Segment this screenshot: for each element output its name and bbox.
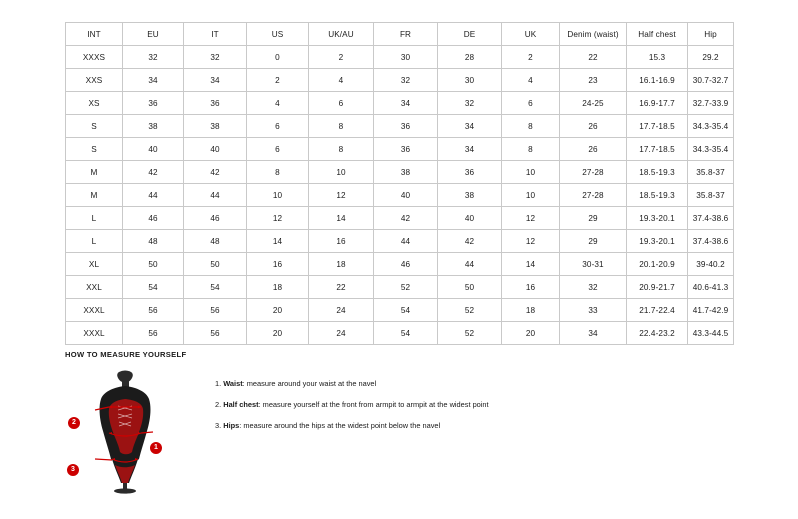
cell-uk: 18 (502, 299, 560, 322)
cell-uk: 10 (502, 184, 560, 207)
cell-uk: 4 (502, 69, 560, 92)
cell-de: 42 (438, 230, 502, 253)
column-header-half-chest: Half chest (627, 23, 688, 46)
table-row (66, 69, 734, 92)
cell-int: XXXL (66, 299, 123, 322)
table-row (66, 46, 734, 69)
column-header-eu: EU (123, 23, 184, 46)
cell-fr: 54 (374, 299, 438, 322)
cell-uk-au: 14 (309, 207, 374, 230)
cell-eu: 42 (123, 161, 184, 184)
cell-int: S (66, 115, 123, 138)
cell-de: 28 (438, 46, 502, 69)
cell-fr: 34 (374, 92, 438, 115)
table-row (66, 161, 734, 184)
cell-hip: 37.4-38.6 (688, 230, 734, 253)
cell-it: 36 (184, 92, 247, 115)
cell-fr: 52 (374, 276, 438, 299)
cell-hip: 41.7-42.9 (688, 299, 734, 322)
cell-it: 40 (184, 138, 247, 161)
cell-hip: 32.7-33.9 (688, 92, 734, 115)
table-row (66, 138, 734, 161)
cell-denim-waist: 29 (560, 207, 627, 230)
column-header-fr: FR (374, 23, 438, 46)
cell-uk: 12 (502, 230, 560, 253)
cell-eu: 56 (123, 299, 184, 322)
table-header-row (66, 23, 734, 46)
size-chart-table (65, 22, 734, 345)
cell-fr: 44 (374, 230, 438, 253)
cell-eu: 38 (123, 115, 184, 138)
cell-denim-waist: 32 (560, 276, 627, 299)
cell-half-chest: 20.9-21.7 (627, 276, 688, 299)
cell-half-chest: 18.5-19.3 (627, 184, 688, 207)
cell-uk-au: 18 (309, 253, 374, 276)
cell-denim-waist: 26 (560, 138, 627, 161)
cell-de: 52 (438, 299, 502, 322)
cell-half-chest: 21.7-22.4 (627, 299, 688, 322)
cell-hip: 34.3-35.4 (688, 138, 734, 161)
cell-denim-waist: 23 (560, 69, 627, 92)
cell-fr: 54 (374, 322, 438, 345)
step-text: : measure around your waist at the navel (242, 379, 377, 388)
cell-de: 40 (438, 207, 502, 230)
cell-int: M (66, 184, 123, 207)
cell-hip: 29.2 (688, 46, 734, 69)
cell-fr: 42 (374, 207, 438, 230)
cell-int: XXS (66, 69, 123, 92)
measure-step-hips (215, 421, 489, 431)
cell-uk: 20 (502, 322, 560, 345)
column-header-it: IT (184, 23, 247, 46)
column-header-de: DE (438, 23, 502, 46)
cell-int: S (66, 138, 123, 161)
cell-fr: 36 (374, 138, 438, 161)
cell-hip: 39-40.2 (688, 253, 734, 276)
cell-it: 50 (184, 253, 247, 276)
step-term: Hips (223, 420, 240, 430)
cell-half-chest: 20.1-20.9 (627, 253, 688, 276)
column-header-denim-waist: Denim (waist) (560, 23, 627, 46)
cell-int: XS (66, 92, 123, 115)
cell-denim-waist: 26 (560, 115, 627, 138)
how-to-measure-body (65, 369, 735, 499)
step-text: : measure yourself at the front from armpit to armpit at the widest point (258, 399, 489, 409)
measure-steps-list (215, 379, 489, 442)
cell-int: L (66, 207, 123, 230)
cell-eu: 34 (123, 69, 184, 92)
cell-de: 38 (438, 184, 502, 207)
cell-half-chest: 17.7-18.5 (627, 138, 688, 161)
cell-half-chest: 18.5-19.3 (627, 161, 688, 184)
cell-uk-au: 24 (309, 322, 374, 345)
cell-uk: 8 (502, 115, 560, 138)
cell-hip: 37.4-38.6 (688, 207, 734, 230)
cell-uk: 6 (502, 92, 560, 115)
cell-eu: 46 (123, 207, 184, 230)
table-row (66, 184, 734, 207)
column-header-uk: UK (502, 23, 560, 46)
step-term: Half chest (223, 399, 259, 409)
cell-us: 6 (247, 138, 309, 161)
cell-fr: 36 (374, 115, 438, 138)
cell-hip: 43.3-44.5 (688, 322, 734, 345)
table-row (66, 299, 734, 322)
cell-half-chest: 19.3-20.1 (627, 207, 688, 230)
cell-denim-waist: 22 (560, 46, 627, 69)
cell-half-chest: 19.3-20.1 (627, 230, 688, 253)
cell-us: 4 (247, 92, 309, 115)
cell-de: 32 (438, 92, 502, 115)
cell-it: 34 (184, 69, 247, 92)
cell-eu: 48 (123, 230, 184, 253)
measure-badge-1: 1 (150, 442, 162, 454)
cell-uk: 14 (502, 253, 560, 276)
cell-uk: 16 (502, 276, 560, 299)
cell-it: 46 (184, 207, 247, 230)
mannequin-diagram (65, 369, 185, 499)
cell-half-chest: 22.4-23.2 (627, 322, 688, 345)
measure-step-waist (215, 379, 489, 389)
cell-hip: 30.7-32.7 (688, 69, 734, 92)
cell-us: 14 (247, 230, 309, 253)
column-header-us: US (247, 23, 309, 46)
cell-uk-au: 8 (309, 115, 374, 138)
cell-denim-waist: 30-31 (560, 253, 627, 276)
cell-fr: 30 (374, 46, 438, 69)
cell-de: 50 (438, 276, 502, 299)
cell-half-chest: 16.1-16.9 (627, 69, 688, 92)
cell-eu: 54 (123, 276, 184, 299)
cell-int: M (66, 161, 123, 184)
measure-badge-3: 3 (67, 464, 79, 476)
cell-uk-au: 16 (309, 230, 374, 253)
table-row (66, 322, 734, 345)
table-row (66, 92, 734, 115)
cell-hip: 34.3-35.4 (688, 115, 734, 138)
cell-it: 54 (184, 276, 247, 299)
cell-eu: 40 (123, 138, 184, 161)
cell-uk-au: 8 (309, 138, 374, 161)
cell-int: L (66, 230, 123, 253)
cell-uk: 12 (502, 207, 560, 230)
cell-de: 44 (438, 253, 502, 276)
cell-uk-au: 6 (309, 92, 374, 115)
step-number: 2. (215, 399, 222, 409)
cell-us: 0 (247, 46, 309, 69)
cell-fr: 38 (374, 161, 438, 184)
table-row (66, 253, 734, 276)
column-header-int: INT (66, 23, 123, 46)
cell-us: 20 (247, 322, 309, 345)
cell-denim-waist: 27-28 (560, 161, 627, 184)
cell-de: 30 (438, 69, 502, 92)
table-row (66, 276, 734, 299)
size-chart-container (65, 22, 733, 345)
step-text: : measure around the hips at the widest point below the navel (239, 420, 441, 430)
how-to-measure-section (65, 350, 735, 499)
table-row (66, 230, 734, 253)
cell-uk: 2 (502, 46, 560, 69)
step-number: 1. (215, 379, 222, 388)
cell-us: 16 (247, 253, 309, 276)
cell-uk-au: 10 (309, 161, 374, 184)
cell-us: 20 (247, 299, 309, 322)
cell-us: 12 (247, 207, 309, 230)
step-number: 3. (215, 420, 222, 430)
cell-uk: 8 (502, 138, 560, 161)
cell-denim-waist: 27-28 (560, 184, 627, 207)
cell-us: 6 (247, 115, 309, 138)
cell-us: 8 (247, 161, 309, 184)
cell-int: XL (66, 253, 123, 276)
cell-denim-waist: 24-25 (560, 92, 627, 115)
table-row (66, 207, 734, 230)
cell-fr: 40 (374, 184, 438, 207)
cell-hip: 35.8-37 (688, 184, 734, 207)
cell-eu: 44 (123, 184, 184, 207)
cell-it: 56 (184, 299, 247, 322)
cell-fr: 32 (374, 69, 438, 92)
cell-us: 10 (247, 184, 309, 207)
cell-hip: 35.8-37 (688, 161, 734, 184)
table-row (66, 115, 734, 138)
cell-int: XXXL (66, 322, 123, 345)
column-header-hip: Hip (688, 23, 734, 46)
cell-denim-waist: 29 (560, 230, 627, 253)
cell-us: 18 (247, 276, 309, 299)
cell-denim-waist: 34 (560, 322, 627, 345)
cell-hip: 40.6-41.3 (688, 276, 734, 299)
cell-eu: 50 (123, 253, 184, 276)
cell-eu: 32 (123, 46, 184, 69)
cell-uk: 10 (502, 161, 560, 184)
cell-fr: 46 (374, 253, 438, 276)
cell-half-chest: 17.7-18.5 (627, 115, 688, 138)
measure-badge-2: 2 (68, 417, 80, 429)
cell-half-chest: 15.3 (627, 46, 688, 69)
cell-uk-au: 12 (309, 184, 374, 207)
cell-int: XXXS (66, 46, 123, 69)
cell-it: 38 (184, 115, 247, 138)
cell-de: 52 (438, 322, 502, 345)
cell-uk-au: 22 (309, 276, 374, 299)
cell-us: 2 (247, 69, 309, 92)
cell-it: 48 (184, 230, 247, 253)
cell-eu: 56 (123, 322, 184, 345)
cell-it: 42 (184, 161, 247, 184)
cell-int: XXL (66, 276, 123, 299)
column-header-uk-au: UK/AU (309, 23, 374, 46)
cell-eu: 36 (123, 92, 184, 115)
cell-de: 34 (438, 138, 502, 161)
cell-de: 34 (438, 115, 502, 138)
how-to-measure-title: HOW TO MEASURE YOURSELF (65, 350, 187, 359)
cell-it: 56 (184, 322, 247, 345)
cell-uk-au: 2 (309, 46, 374, 69)
cell-uk-au: 4 (309, 69, 374, 92)
step-term: Waist (223, 379, 243, 388)
cell-de: 36 (438, 161, 502, 184)
cell-uk-au: 24 (309, 299, 374, 322)
cell-denim-waist: 33 (560, 299, 627, 322)
cell-it: 32 (184, 46, 247, 69)
cell-it: 44 (184, 184, 247, 207)
measure-step-half-chest (215, 400, 489, 410)
cell-half-chest: 16.9-17.7 (627, 92, 688, 115)
mannequin-icon (79, 369, 171, 494)
